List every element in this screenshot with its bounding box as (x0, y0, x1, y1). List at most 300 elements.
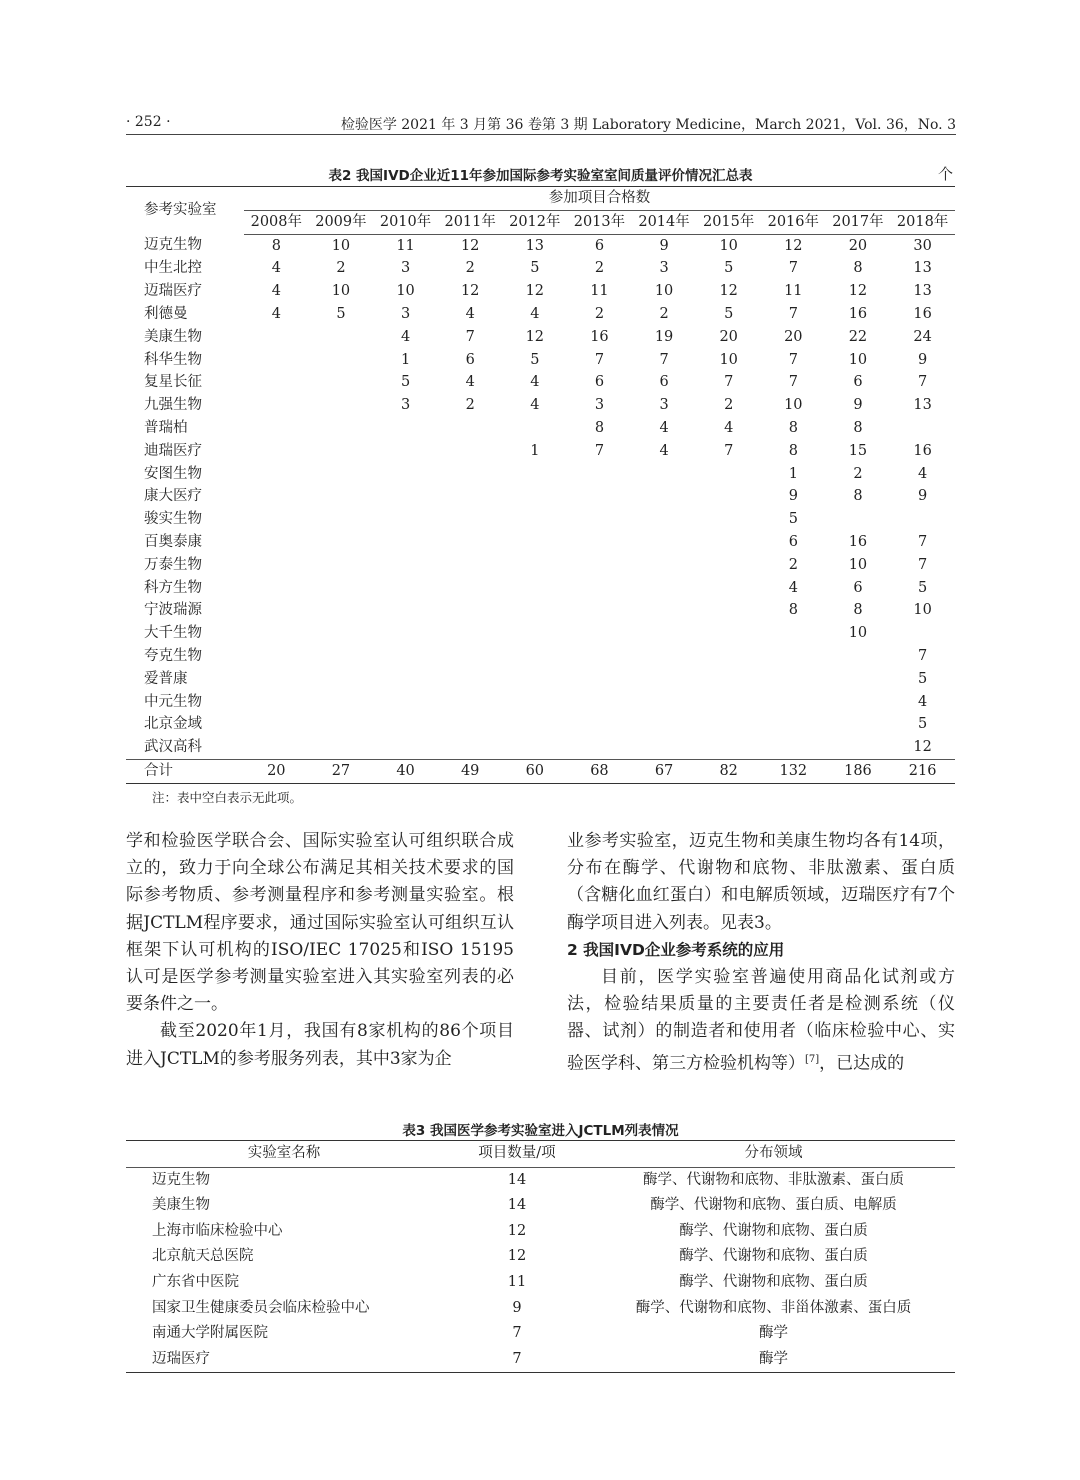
table2-cell (503, 599, 568, 622)
table2-cell (632, 554, 697, 577)
table2-cell: 10 (331, 237, 351, 254)
table2-cell (696, 508, 761, 531)
table3-cell: 酶学 (759, 1325, 788, 1342)
table2-row (126, 577, 955, 600)
table2-cell (567, 668, 632, 691)
table2-cell (309, 668, 374, 691)
table2-note: 注：表中空白表示无此项。 (152, 790, 303, 805)
table2-lab-name: 合计 (126, 759, 244, 783)
table2-cell: 12 (784, 237, 803, 254)
table2-cell (761, 622, 826, 645)
table2-cell: 4 (530, 397, 540, 414)
table2-cell: 16 (913, 442, 932, 459)
table2-cell: 16 (848, 305, 868, 322)
table3-cell: 酶学、代谢物和底物、蛋白质 (679, 1273, 868, 1290)
table2-cell (696, 531, 761, 554)
table2-cell: 5 (530, 351, 540, 368)
table2-cell (244, 645, 309, 668)
table2-unit: 个 (938, 165, 954, 183)
table2-cell (696, 577, 761, 600)
table3-cell: 南通大学附属医院 (152, 1325, 268, 1342)
table2-cell: 2 (336, 260, 346, 277)
table2-cell (890, 417, 955, 440)
table2-cell: 3 (400, 305, 411, 322)
table3-row (126, 1219, 955, 1245)
paragraph: 截至2020年1月，我国有8家机构的86个项目进入JCTLM的参考服务列表，其中3家为企 (126, 1021, 514, 1069)
table2-cell (890, 508, 955, 531)
table2-cell (438, 554, 503, 577)
table2-cell: 4 (271, 305, 281, 322)
table3-cell: 广东省中医院 (152, 1273, 239, 1290)
table2-cell (567, 599, 632, 622)
table2-cell (373, 645, 438, 668)
table2-cell (309, 371, 374, 394)
table3-cell: 酶学、代谢物和底物、非肽激素、蛋白质 (643, 1171, 904, 1188)
table3-row (126, 1193, 955, 1219)
table2-cell (373, 485, 438, 508)
table2-cell: 4 (465, 374, 475, 391)
table2-cell: 6 (853, 374, 863, 391)
table2-row (126, 554, 955, 577)
table2-cell: 7 (724, 442, 734, 459)
table2-cell (244, 349, 309, 372)
table2-row (126, 394, 955, 417)
table2-row (126, 485, 955, 508)
table2-cell: 186 (826, 759, 891, 783)
table2-cell (309, 736, 374, 759)
table2-cell (567, 577, 632, 600)
table2-cell: 16 (848, 533, 868, 550)
table2-cell (438, 599, 503, 622)
table2-cell (567, 554, 632, 577)
table2-cell (696, 691, 761, 714)
table2-cell (438, 622, 503, 645)
table3-row (126, 1167, 955, 1193)
table2-cell (761, 713, 826, 736)
table2-cell (309, 622, 374, 645)
table2-cell: 4 (788, 579, 798, 596)
table2-cell: 2 (465, 260, 475, 277)
table3 (126, 1140, 955, 1373)
table2-cell (438, 463, 503, 486)
table2-row (126, 349, 955, 372)
table2-cell (632, 736, 697, 759)
table2-cell: 5 (336, 305, 346, 322)
table2-cell (244, 531, 309, 554)
table2-cell (244, 417, 309, 440)
table2-lab-name: 爱普康 (144, 670, 188, 687)
table2-cell (438, 485, 503, 508)
table2-cell (309, 440, 374, 463)
table2-cell (632, 645, 697, 668)
table2-cell: 7 (788, 374, 798, 391)
table2-cell (632, 531, 697, 554)
table3-caption: 表3 我国医学参考实验室进入JCTLM列表情况 (402, 1123, 679, 1139)
table3-cell: 9 (512, 1299, 522, 1316)
table3-cell: 酶学、代谢物和底物、蛋白质 (679, 1222, 868, 1239)
table2-cell: 6 (788, 533, 798, 550)
table2-lab-name: 普瑞柏 (144, 419, 188, 436)
table2-cell: 7 (594, 442, 605, 459)
table2-row (126, 531, 955, 554)
table2-cell: 7 (594, 351, 605, 368)
table2-cell (567, 713, 632, 736)
table2-cell (438, 691, 503, 714)
table3-cell: 酶学、代谢物和底物、非甾体激素、蛋白质 (635, 1299, 912, 1316)
table2-cell: 5 (918, 716, 928, 733)
table2-cell: 16 (913, 305, 932, 322)
table3-cell: 国家卫生健康委员会临床检验中心 (152, 1299, 370, 1316)
table2-cell (244, 622, 309, 645)
table2-total-row (126, 759, 955, 783)
table2-cell: 10 (719, 351, 738, 368)
table2-cell (696, 736, 761, 759)
table2-cell: 9 (918, 351, 928, 368)
table2-cell: 8 (788, 442, 798, 459)
table2-cell (632, 668, 697, 691)
table2-year-header: 2016年 (761, 210, 826, 234)
table3-cell: 美康生物 (152, 1197, 210, 1214)
table2-cell (309, 417, 374, 440)
paragraph: 目前，医学实验室普遍使用商品化试剂或方法，检验结果质量的主要责任者是检测系统（仪器、试剂）的制造者和使用者（临床检验中心、实验医学科、第三方检验机构等）[7]，已达成的 (567, 967, 955, 1074)
citation-ref: [7] (805, 1053, 820, 1065)
table2-lab-name: 宁波瑞源 (144, 602, 202, 619)
table2-cell: 8 (788, 602, 798, 619)
table3-cell: 酶学、代谢物和底物、蛋白质、电解质 (650, 1197, 897, 1214)
table2-lab-name: 武汉高科 (144, 739, 202, 756)
table2-cell (438, 645, 503, 668)
table2-cell: 7 (659, 351, 669, 368)
table2-cell (244, 577, 309, 600)
table2-cell (503, 463, 568, 486)
table2-cell: 1 (530, 442, 540, 459)
table2-cell (567, 463, 632, 486)
table2-row (126, 736, 955, 759)
table2-cell: 9 (853, 397, 863, 414)
table2-cell (567, 736, 632, 759)
table2-cell: 10 (848, 625, 868, 642)
table2-cell: 2 (465, 397, 475, 414)
table2-cell (503, 508, 568, 531)
table2-cell: 13 (913, 283, 932, 300)
table2-cell (309, 508, 374, 531)
table2-cell: 13 (913, 260, 932, 277)
table2-cell (761, 668, 826, 691)
table2-cell: 4 (271, 260, 281, 277)
table2-cell (373, 668, 438, 691)
table2-row (126, 440, 955, 463)
table2-cell: 4 (918, 465, 928, 482)
table2-cell: 7 (465, 328, 475, 345)
table2-cell (373, 417, 438, 440)
table2-cell (826, 668, 891, 691)
table2-cell: 6 (853, 579, 863, 596)
table2-cell: 5 (724, 260, 734, 277)
table2-cell (503, 668, 568, 691)
table2-cell (309, 349, 374, 372)
table2-lab-name: 安图生物 (144, 465, 202, 482)
table2-cell (632, 485, 697, 508)
table2 (126, 186, 955, 784)
table3-cell: 7 (442, 1347, 592, 1373)
table2-lab-name: 大千生物 (144, 625, 202, 642)
table2-cell (244, 326, 309, 349)
table2-lab-name: 中元生物 (144, 693, 202, 710)
table2-cell: 4 (400, 328, 411, 345)
table2-year-header: 2015年 (696, 210, 761, 234)
table2-cell (632, 599, 697, 622)
table2-cell: 13 (913, 397, 932, 414)
table2-cell: 7 (918, 556, 928, 573)
table2-cell: 3 (594, 397, 605, 414)
table2-cell (503, 485, 568, 508)
table2-cell (826, 691, 891, 714)
table2-cell: 2 (724, 397, 734, 414)
table3-row (126, 1347, 955, 1373)
table2-cell: 24 (913, 328, 932, 345)
table2-cell: 12 (525, 283, 545, 300)
table2-cell: 67 (632, 759, 697, 783)
table2-cell (632, 713, 697, 736)
table2-cell (244, 599, 309, 622)
table2-cell: 2 (594, 305, 605, 322)
table2-cell (438, 417, 503, 440)
table2-cell: 10 (848, 556, 868, 573)
running-header (126, 114, 956, 135)
table2-cell (503, 417, 568, 440)
table2-year-header: 2014年 (632, 210, 697, 234)
table2-cell (696, 485, 761, 508)
table2-cell: 20 (244, 759, 309, 783)
table2-cell (696, 554, 761, 577)
table2-cell: 7 (788, 305, 798, 322)
table2-cell: 4 (271, 283, 281, 300)
table2-caption: 表2 我国IVD企业近11年参加国际参考实验室室间质量评价情况汇总表 (328, 168, 753, 184)
table2-cell (244, 713, 309, 736)
table2-cell: 2 (788, 556, 798, 573)
table2-cell: 4 (659, 442, 669, 459)
table2-cell: 1 (788, 465, 798, 482)
table2-cell: 19 (654, 328, 674, 345)
table2-cell (503, 554, 568, 577)
table2-lab-name: 北京金域 (144, 716, 202, 733)
table2-cell: 12 (460, 237, 480, 254)
table2-cell: 20 (848, 237, 868, 254)
table2-cell (373, 599, 438, 622)
table2-cell (567, 508, 632, 531)
table2-corner-header: 参考实验室 (126, 187, 244, 235)
table2-cell: 1 (400, 351, 411, 368)
table2-cell (309, 645, 374, 668)
table2-cell: 10 (784, 397, 803, 414)
table2-cell (696, 645, 761, 668)
table2-cell: 4 (530, 305, 540, 322)
table2-cell: 9 (659, 237, 669, 254)
table2-cell (503, 736, 568, 759)
table2-cell (309, 713, 374, 736)
table3-row (126, 1244, 955, 1270)
table2-cell: 11 (396, 237, 415, 254)
table2-cell (632, 577, 697, 600)
table2-cell: 132 (761, 759, 826, 783)
table2-cell (438, 440, 503, 463)
table2-cell (438, 668, 503, 691)
table2-cell: 5 (788, 511, 798, 528)
table2-cell: 3 (659, 397, 669, 414)
table2-cell (503, 691, 568, 714)
table2-cell: 7 (788, 351, 798, 368)
table2-group-header: 参加项目合格数 (244, 187, 955, 211)
page-number: · 252 · (126, 114, 171, 130)
table2-cell: 5 (918, 670, 928, 687)
table2-cell (826, 508, 891, 531)
table2-cell: 68 (567, 759, 632, 783)
table3-cell: 酶学、代谢物和底物、蛋白质 (679, 1248, 868, 1265)
table2-cell (244, 554, 309, 577)
table2-cell: 3 (659, 260, 669, 277)
table2-row (126, 713, 955, 736)
table2-cell: 3 (400, 260, 411, 277)
table2-cell: 2 (659, 305, 669, 322)
table2-year-header: 2011年 (438, 210, 503, 234)
table2-cell (373, 554, 438, 577)
table2-row (126, 417, 955, 440)
table2-year-header: 2010年 (373, 210, 438, 234)
table2-cell (373, 713, 438, 736)
table2-cell (309, 394, 374, 417)
table2-cell (244, 508, 309, 531)
table2-cell (373, 622, 438, 645)
table2-cell: 10 (848, 351, 868, 368)
table2-cell (761, 736, 826, 759)
table2-cell (373, 577, 438, 600)
table2-cell (567, 691, 632, 714)
table2-cell (438, 577, 503, 600)
table2-cell (826, 713, 891, 736)
table3-cell: 14 (507, 1171, 527, 1188)
table2-cell (632, 691, 697, 714)
table2-cell (373, 463, 438, 486)
table2-cell (567, 485, 632, 508)
table2-cell (503, 645, 568, 668)
table2-cell (244, 485, 309, 508)
table2-cell: 10 (913, 602, 932, 619)
table2-row (126, 668, 955, 691)
table2-cell: 11 (784, 283, 803, 300)
table2-row (126, 280, 955, 303)
table3-cell: 11 (507, 1273, 527, 1290)
table2-cell: 216 (890, 759, 955, 783)
paragraph: 学和检验医学联合会、国际实验室认可组织联合成立的，致力于向全球公布满足其相关技术要求的国际参考物质、参考测量程序和参考测量实验室。根据JCTLM程序要求，通过国际实验室认可组织互认框架下认可机构的ISO/IEC 17025和ISO 15195认可是医学参考测量实验室进入其实验室列表的必要条件之一。 (126, 831, 514, 1015)
table2-cell (309, 485, 374, 508)
table2-cell: 10 (396, 283, 415, 300)
table2-cell (244, 736, 309, 759)
table2-cell: 11 (590, 283, 609, 300)
table2-lab-name: 万泰生物 (144, 556, 202, 573)
table2-cell (503, 577, 568, 600)
table2-cell (567, 622, 632, 645)
table2-cell (373, 691, 438, 714)
table3-cell: 迈克生物 (152, 1171, 210, 1188)
table2-cell: 5 (724, 305, 734, 322)
table2-cell (826, 645, 891, 668)
table2-lab-name: 九强生物 (144, 397, 202, 414)
table2-cell: 6 (465, 351, 475, 368)
table2-cell (309, 326, 374, 349)
table2-cell: 30 (913, 237, 932, 254)
table2-cell (696, 463, 761, 486)
table2-lab-name: 美康生物 (144, 328, 202, 345)
table2-cell: 20 (784, 328, 803, 345)
table2-cell (438, 713, 503, 736)
table2-cell (373, 508, 438, 531)
table2-lab-name: 骏实生物 (144, 511, 202, 528)
table2-cell: 6 (594, 374, 605, 391)
table2-cell (244, 668, 309, 691)
table2-year-header: 2008年 (244, 210, 309, 234)
table2-cell (761, 691, 826, 714)
table2-cell: 16 (590, 328, 609, 345)
table2-lab-name: 中生北控 (144, 260, 202, 277)
table2-cell: 4 (465, 305, 475, 322)
table2-cell (696, 622, 761, 645)
table2-cell: 27 (309, 759, 374, 783)
table2-cell (244, 691, 309, 714)
table3-cell: 7 (512, 1325, 522, 1342)
table2-year-header: 2017年 (826, 210, 891, 234)
table2-lab-name: 迪瑞医疗 (144, 442, 202, 459)
table2-cell (761, 645, 826, 668)
paragraph: 业参考实验室，迈克生物和美康生物均各有14项，分布在酶学、代谢物和底物、非肽激素、蛋白质（含糖化血红蛋白）和电解质领域，迈瑞医疗有7个酶学项目进入列表。见表3。 (567, 831, 955, 933)
table3-row (126, 1321, 955, 1347)
table2-lab-name: 复星长征 (144, 374, 202, 391)
section-heading: 2 我国IVD企业参考系统的应用 (567, 940, 785, 959)
table2-cell: 49 (438, 759, 503, 783)
table2-cell (567, 645, 632, 668)
table2-cell (309, 599, 374, 622)
table2-lab-name: 迈瑞医疗 (144, 283, 202, 300)
table2-row (126, 257, 955, 280)
table2-cell (244, 371, 309, 394)
table2-cell: 4 (530, 374, 540, 391)
journal-citation: 检验医学 2021 年 3 月第 36 卷第 3 期 Laboratory Medicine，March 2021，Vol. 36，No. 3 (340, 117, 956, 133)
table2-cell (632, 508, 697, 531)
table2-cell (309, 531, 374, 554)
table2-cell (632, 622, 697, 645)
table2-cell: 13 (525, 237, 545, 254)
table2-cell (632, 463, 697, 486)
body-column-right (567, 828, 955, 1077)
table2-cell (373, 531, 438, 554)
table2-cell: 22 (848, 328, 868, 345)
table2-cell: 12 (460, 283, 480, 300)
table2-cell (373, 440, 438, 463)
table2-cell: 8 (788, 419, 798, 436)
table2-cell: 10 (331, 283, 351, 300)
table2-cell: 9 (788, 488, 798, 505)
table2-cell: 8 (853, 602, 863, 619)
table2-cell: 9 (918, 488, 928, 505)
table2-cell: 8 (271, 237, 281, 254)
table2-cell: 60 (503, 759, 568, 783)
table2-lab-name: 迈克生物 (144, 237, 202, 254)
table2-cell (373, 736, 438, 759)
table2-cell: 7 (724, 374, 734, 391)
table2-cell (696, 599, 761, 622)
table2-cell (503, 622, 568, 645)
table2-row (126, 691, 955, 714)
table2-cell: 15 (848, 442, 868, 459)
